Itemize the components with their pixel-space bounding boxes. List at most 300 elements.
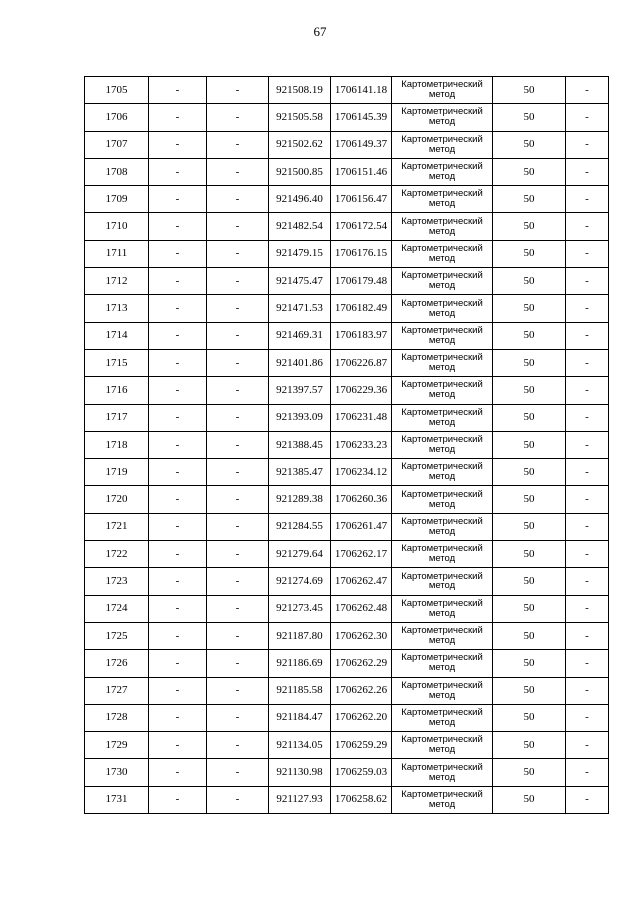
point-number-cell: 1720 — [85, 486, 149, 513]
empty-value-cell: - — [207, 158, 269, 185]
accuracy-cell: 50 — [493, 541, 566, 568]
method-label-line1: Картометрический — [401, 242, 483, 254]
table-row — [85, 295, 609, 322]
method-label-line2: метод — [428, 635, 456, 647]
point-number-cell: 1715 — [85, 349, 149, 376]
point-number-cell: 1716 — [85, 377, 149, 404]
x-coordinate-cell: 921185.58 — [269, 677, 331, 704]
empty-value-cell: - — [566, 759, 609, 786]
empty-value-cell: - — [207, 240, 269, 267]
x-coordinate-cell: 921502.62 — [269, 131, 331, 158]
method-label-line1: Картометрический — [401, 761, 483, 773]
empty-value-cell: - — [207, 541, 269, 568]
empty-value-cell: - — [149, 486, 207, 513]
empty-value-cell: - — [207, 268, 269, 295]
method-label-line1: Картометрический — [401, 707, 483, 718]
method-label-line1: Картометрический — [401, 570, 483, 582]
method-label-line1: Картометрический — [401, 215, 483, 227]
empty-value-cell: - — [149, 786, 207, 813]
method-label-line1: Картометрический — [401, 406, 483, 418]
point-number-cell: 1727 — [85, 677, 149, 704]
table-row — [85, 349, 609, 376]
accuracy-cell: 50 — [493, 650, 566, 677]
x-coordinate-cell: 921130.98 — [269, 759, 331, 786]
empty-value-cell: - — [566, 541, 609, 568]
point-number-cell: 1724 — [85, 595, 149, 622]
accuracy-cell: 50 — [493, 295, 566, 322]
empty-value-cell: - — [149, 404, 207, 431]
y-coordinate-cell: 1706262.30 — [331, 622, 392, 649]
table-row — [85, 404, 609, 431]
method-label-line2: метод — [428, 553, 456, 565]
method-label-line2: метод — [428, 771, 456, 783]
method-label-line2: метод — [428, 689, 456, 701]
point-number-cell: 1722 — [85, 541, 149, 568]
empty-value-cell: - — [149, 568, 207, 595]
empty-value-cell: - — [149, 732, 207, 759]
method-label-line2: метод — [428, 143, 456, 155]
x-coordinate-cell: 921500.85 — [269, 158, 331, 185]
method-label-line2: метод — [428, 744, 456, 756]
x-coordinate-cell: 921475.47 — [269, 268, 331, 295]
method-label-line2: метод — [428, 252, 456, 264]
empty-value-cell: - — [149, 677, 207, 704]
table-row — [85, 322, 609, 349]
point-number-cell: 1731 — [85, 786, 149, 813]
point-number-cell: 1713 — [85, 295, 149, 322]
y-coordinate-cell: 1706233.23 — [331, 431, 392, 458]
method-label-line2: метод — [428, 798, 456, 810]
empty-value-cell: - — [566, 677, 609, 704]
method-label-line1: Картометрический — [401, 297, 483, 309]
accuracy-cell: 50 — [493, 732, 566, 759]
method-label-line1: Картометрический — [401, 188, 483, 200]
y-coordinate-cell: 1706141.18 — [331, 77, 392, 104]
table-row — [85, 186, 609, 213]
point-number-cell: 1712 — [85, 268, 149, 295]
point-number-cell: 1725 — [85, 622, 149, 649]
point-number-cell: 1705 — [85, 77, 149, 104]
x-coordinate-cell: 921505.58 — [269, 104, 331, 131]
method-cell — [392, 486, 493, 513]
method-cell — [392, 541, 493, 568]
table-row — [85, 213, 609, 240]
table-row — [85, 513, 609, 540]
empty-value-cell: - — [566, 213, 609, 240]
method-label-line1: Картометрический — [401, 106, 483, 118]
empty-value-cell: - — [207, 486, 269, 513]
accuracy-cell: 50 — [493, 131, 566, 158]
empty-value-cell: - — [566, 513, 609, 540]
method-label-line1: Картометрический — [401, 515, 483, 527]
empty-value-cell: - — [207, 295, 269, 322]
accuracy-cell: 50 — [493, 595, 566, 622]
y-coordinate-cell: 1706262.20 — [331, 704, 392, 731]
empty-value-cell: - — [566, 404, 609, 431]
x-coordinate-cell: 921186.69 — [269, 650, 331, 677]
empty-value-cell: - — [566, 595, 609, 622]
point-number-cell: 1707 — [85, 131, 149, 158]
method-cell — [392, 759, 493, 786]
method-cell — [392, 459, 493, 486]
method-label-line1: Картометрический — [401, 625, 483, 637]
point-number-cell: 1719 — [85, 459, 149, 486]
method-label-line2: метод — [428, 444, 456, 455]
empty-value-cell: - — [149, 759, 207, 786]
y-coordinate-cell: 1706262.26 — [331, 677, 392, 704]
empty-value-cell: - — [149, 77, 207, 104]
method-label-line1: Картометрический — [401, 161, 483, 173]
method-cell — [392, 404, 493, 431]
method-label-line1: Картометрический — [401, 597, 483, 609]
empty-value-cell: - — [149, 186, 207, 213]
empty-value-cell: - — [207, 349, 269, 376]
x-coordinate-cell: 921471.53 — [269, 295, 331, 322]
y-coordinate-cell: 1706231.48 — [331, 404, 392, 431]
accuracy-cell: 50 — [493, 786, 566, 813]
empty-value-cell: - — [149, 704, 207, 731]
method-cell — [392, 677, 493, 704]
method-cell — [392, 322, 493, 349]
y-coordinate-cell: 1706149.37 — [331, 131, 392, 158]
table-row — [85, 240, 609, 267]
method-label-line2: метод — [428, 116, 456, 128]
table-row — [85, 704, 609, 731]
method-cell — [392, 158, 493, 185]
method-label-line2: метод — [428, 171, 456, 183]
table-row — [85, 486, 609, 513]
empty-value-cell: - — [207, 77, 269, 104]
accuracy-cell: 50 — [493, 622, 566, 649]
accuracy-cell: 50 — [493, 213, 566, 240]
table-row — [85, 431, 609, 458]
method-label-line2: метод — [428, 498, 456, 510]
empty-value-cell: - — [149, 377, 207, 404]
table-row — [85, 759, 609, 786]
method-label-line1: Картометрический — [401, 270, 483, 282]
y-coordinate-cell: 1706262.48 — [331, 595, 392, 622]
y-coordinate-cell: 1706179.48 — [331, 268, 392, 295]
method-cell — [392, 295, 493, 322]
method-cell — [392, 349, 493, 376]
empty-value-cell: - — [566, 732, 609, 759]
method-cell — [392, 732, 493, 759]
accuracy-cell: 50 — [493, 322, 566, 349]
x-coordinate-cell: 921134.05 — [269, 732, 331, 759]
point-number-cell: 1706 — [85, 104, 149, 131]
method-label-line2: метод — [428, 607, 456, 619]
table-row — [85, 650, 609, 677]
empty-value-cell: - — [149, 240, 207, 267]
empty-value-cell: - — [566, 186, 609, 213]
empty-value-cell: - — [207, 622, 269, 649]
empty-value-cell: - — [566, 295, 609, 322]
empty-value-cell: - — [566, 104, 609, 131]
y-coordinate-cell: 1706226.87 — [331, 349, 392, 376]
x-coordinate-cell: 921401.86 — [269, 349, 331, 376]
table-row — [85, 732, 609, 759]
empty-value-cell: - — [566, 131, 609, 158]
accuracy-cell: 50 — [493, 104, 566, 131]
accuracy-cell: 50 — [493, 186, 566, 213]
empty-value-cell: - — [207, 759, 269, 786]
table-row — [85, 158, 609, 185]
method-label-line2: метод — [428, 662, 456, 674]
empty-value-cell: - — [207, 431, 269, 458]
point-number-cell: 1718 — [85, 431, 149, 458]
method-cell — [392, 104, 493, 131]
accuracy-cell: 50 — [493, 240, 566, 267]
empty-value-cell: - — [149, 131, 207, 158]
accuracy-cell: 50 — [493, 158, 566, 185]
empty-value-cell: - — [207, 322, 269, 349]
method-cell — [392, 268, 493, 295]
table-row — [85, 131, 609, 158]
method-cell — [392, 650, 493, 677]
y-coordinate-cell: 1706261.47 — [331, 513, 392, 540]
x-coordinate-cell: 921397.57 — [269, 377, 331, 404]
empty-value-cell: - — [207, 377, 269, 404]
empty-value-cell: - — [149, 295, 207, 322]
y-coordinate-cell: 1706258.62 — [331, 786, 392, 813]
empty-value-cell: - — [566, 268, 609, 295]
empty-value-cell: - — [207, 677, 269, 704]
x-coordinate-cell: 921273.45 — [269, 595, 331, 622]
empty-value-cell: - — [207, 732, 269, 759]
point-number-cell: 1723 — [85, 568, 149, 595]
point-number-cell: 1711 — [85, 240, 149, 267]
empty-value-cell: - — [149, 104, 207, 131]
method-label-line2: метод — [428, 580, 456, 592]
y-coordinate-cell: 1706259.03 — [331, 759, 392, 786]
method-label-line2: метод — [428, 280, 456, 292]
x-coordinate-cell: 921508.19 — [269, 77, 331, 104]
page-number: 67 — [313, 24, 327, 39]
x-coordinate-cell: 921187.80 — [269, 622, 331, 649]
method-label-line1: Картометрический — [401, 434, 483, 446]
method-cell — [392, 786, 493, 813]
table-row — [85, 104, 609, 131]
method-label-line1: Картометрический — [401, 734, 483, 746]
empty-value-cell: - — [566, 431, 609, 458]
method-cell — [392, 431, 493, 458]
empty-value-cell: - — [566, 349, 609, 376]
point-number-cell: 1721 — [85, 513, 149, 540]
accuracy-cell: 50 — [493, 459, 566, 486]
method-label-line2: метод — [428, 198, 456, 210]
method-cell — [392, 595, 493, 622]
table-row — [85, 622, 609, 649]
method-label-line1: Картометрический — [401, 488, 483, 500]
point-number-cell: 1728 — [85, 704, 149, 731]
x-coordinate-cell: 921274.69 — [269, 568, 331, 595]
x-coordinate-cell: 921289.38 — [269, 486, 331, 513]
accuracy-cell: 50 — [493, 759, 566, 786]
method-label-line1: Картометрический — [401, 543, 483, 555]
empty-value-cell: - — [149, 268, 207, 295]
empty-value-cell: - — [149, 322, 207, 349]
empty-value-cell: - — [566, 704, 609, 731]
empty-value-cell: - — [207, 513, 269, 540]
empty-value-cell: - — [207, 404, 269, 431]
empty-value-cell: - — [149, 431, 207, 458]
method-label-line1: Картометрический — [401, 461, 483, 473]
method-label-line1: Картометрический — [401, 352, 483, 364]
method-cell — [392, 213, 493, 240]
accuracy-cell: 50 — [493, 268, 566, 295]
method-label-line2: метод — [428, 716, 456, 728]
empty-value-cell: - — [207, 786, 269, 813]
empty-value-cell: - — [149, 213, 207, 240]
x-coordinate-cell: 921482.54 — [269, 213, 331, 240]
accuracy-cell: 50 — [493, 349, 566, 376]
point-number-cell: 1729 — [85, 732, 149, 759]
method-label-line2: метод — [428, 307, 456, 319]
table-row — [85, 677, 609, 704]
method-label-line1: Картометрический — [401, 324, 483, 336]
y-coordinate-cell: 1706260.36 — [331, 486, 392, 513]
y-coordinate-cell: 1706262.17 — [331, 541, 392, 568]
empty-value-cell: - — [566, 622, 609, 649]
empty-value-cell: - — [149, 459, 207, 486]
point-number-cell: 1730 — [85, 759, 149, 786]
method-cell — [392, 240, 493, 267]
method-label-line1: Картометрический — [401, 379, 483, 391]
method-cell — [392, 131, 493, 158]
point-number-cell: 1726 — [85, 650, 149, 677]
method-cell — [392, 186, 493, 213]
accuracy-cell: 50 — [493, 77, 566, 104]
accuracy-cell: 50 — [493, 704, 566, 731]
empty-value-cell: - — [149, 650, 207, 677]
accuracy-cell: 50 — [493, 486, 566, 513]
empty-value-cell: - — [566, 650, 609, 677]
empty-value-cell: - — [207, 186, 269, 213]
method-cell — [392, 77, 493, 104]
method-label-line1: Картометрический — [401, 788, 483, 800]
method-label-line2: метод — [428, 225, 456, 237]
method-label-line2: метод — [428, 525, 456, 537]
empty-value-cell: - — [207, 459, 269, 486]
y-coordinate-cell: 1706183.97 — [331, 322, 392, 349]
method-label-line2: метод — [428, 389, 456, 401]
empty-value-cell: - — [149, 595, 207, 622]
coordinates-table — [84, 76, 609, 814]
accuracy-cell: 50 — [493, 513, 566, 540]
method-cell — [392, 377, 493, 404]
empty-value-cell: - — [566, 77, 609, 104]
empty-value-cell: - — [149, 158, 207, 185]
empty-value-cell: - — [207, 131, 269, 158]
table-row — [85, 77, 609, 104]
method-label-line1: Картометрический — [401, 133, 483, 145]
empty-value-cell: - — [149, 349, 207, 376]
accuracy-cell: 50 — [493, 431, 566, 458]
y-coordinate-cell: 1706156.47 — [331, 186, 392, 213]
empty-value-cell: - — [566, 459, 609, 486]
empty-value-cell: - — [566, 486, 609, 513]
x-coordinate-cell: 921393.09 — [269, 404, 331, 431]
point-number-cell: 1708 — [85, 158, 149, 185]
empty-value-cell: - — [207, 704, 269, 731]
table-row — [85, 595, 609, 622]
x-coordinate-cell: 921284.55 — [269, 513, 331, 540]
accuracy-cell: 50 — [493, 677, 566, 704]
y-coordinate-cell: 1706262.29 — [331, 650, 392, 677]
point-number-cell: 1709 — [85, 186, 149, 213]
point-number-cell: 1714 — [85, 322, 149, 349]
empty-value-cell: - — [207, 104, 269, 131]
empty-value-cell: - — [149, 622, 207, 649]
y-coordinate-cell: 1706259.29 — [331, 732, 392, 759]
empty-value-cell: - — [207, 595, 269, 622]
empty-value-cell: - — [207, 213, 269, 240]
x-coordinate-cell: 921127.93 — [269, 786, 331, 813]
method-label-line1: Картометрический — [401, 679, 483, 691]
y-coordinate-cell: 1706262.47 — [331, 568, 392, 595]
x-coordinate-cell: 921469.31 — [269, 322, 331, 349]
y-coordinate-cell: 1706172.54 — [331, 213, 392, 240]
y-coordinate-cell: 1706151.46 — [331, 158, 392, 185]
empty-value-cell: - — [566, 240, 609, 267]
empty-value-cell: - — [566, 377, 609, 404]
point-number-cell: 1710 — [85, 213, 149, 240]
table-row — [85, 541, 609, 568]
table-row — [85, 786, 609, 813]
point-number-cell: 1717 — [85, 404, 149, 431]
x-coordinate-cell: 921279.64 — [269, 541, 331, 568]
y-coordinate-cell: 1706145.39 — [331, 104, 392, 131]
table-row — [85, 377, 609, 404]
table-row — [85, 268, 609, 295]
method-cell — [392, 704, 493, 731]
empty-value-cell: - — [149, 541, 207, 568]
method-label-line2: метод — [428, 89, 456, 101]
y-coordinate-cell: 1706234.12 — [331, 459, 392, 486]
empty-value-cell: - — [149, 513, 207, 540]
table-row — [85, 459, 609, 486]
accuracy-cell: 50 — [493, 568, 566, 595]
method-cell — [392, 622, 493, 649]
y-coordinate-cell: 1706176.15 — [331, 240, 392, 267]
table-row — [85, 568, 609, 595]
empty-value-cell: - — [566, 322, 609, 349]
method-label-line2: метод — [428, 416, 456, 428]
method-label-line1: Картометрический — [401, 652, 483, 664]
method-label-line1: Картометрический — [401, 79, 483, 91]
x-coordinate-cell: 921479.15 — [269, 240, 331, 267]
x-coordinate-cell: 921496.40 — [269, 186, 331, 213]
empty-value-cell: - — [207, 568, 269, 595]
x-coordinate-cell: 921385.47 — [269, 459, 331, 486]
y-coordinate-cell: 1706182.49 — [331, 295, 392, 322]
method-cell — [392, 513, 493, 540]
empty-value-cell: - — [566, 786, 609, 813]
method-label-line2: метод — [428, 334, 456, 346]
method-label-line2: метод — [428, 362, 456, 374]
method-label-line2: метод — [428, 471, 456, 483]
table-body — [85, 77, 609, 814]
accuracy-cell: 50 — [493, 404, 566, 431]
method-cell — [392, 568, 493, 595]
x-coordinate-cell: 921184.47 — [269, 704, 331, 731]
y-coordinate-cell: 1706229.36 — [331, 377, 392, 404]
empty-value-cell: - — [566, 158, 609, 185]
x-coordinate-cell: 921388.45 — [269, 431, 331, 458]
empty-value-cell: - — [566, 568, 609, 595]
empty-value-cell: - — [207, 650, 269, 677]
accuracy-cell: 50 — [493, 377, 566, 404]
